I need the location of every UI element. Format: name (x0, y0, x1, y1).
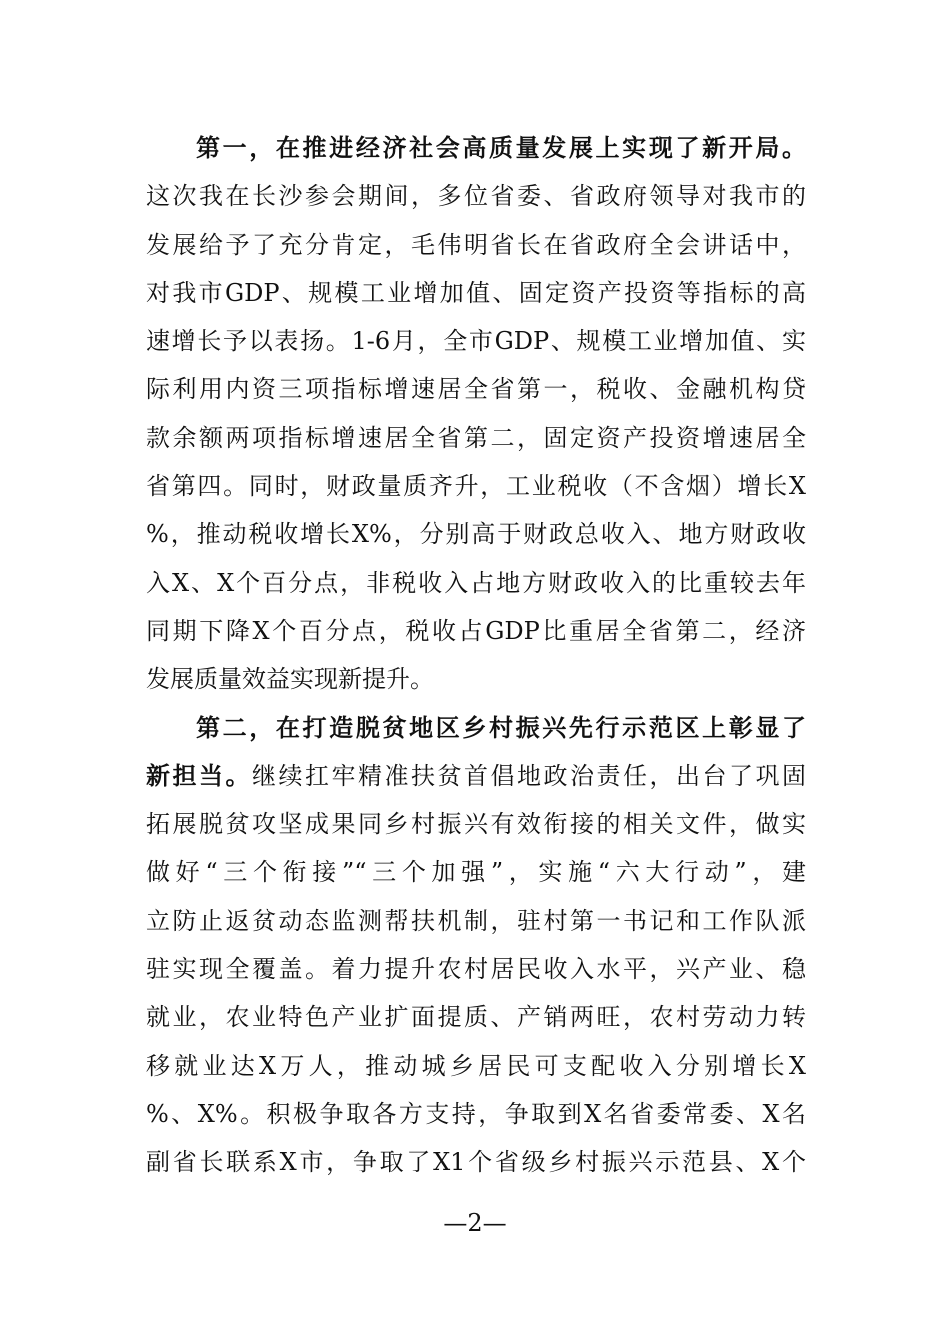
paragraph-line (146, 462, 806, 510)
paragraph-line (146, 704, 806, 752)
line-text: 速增长予以表扬。1-6月，全市GDP、规模工业增加值、实 (146, 327, 806, 356)
paragraph-line (146, 752, 806, 800)
document-body (146, 124, 806, 1187)
line-text: %，推动税收增长X%，分别高于财政总收入、地方财政收 (146, 520, 806, 549)
paragraph-1 (146, 124, 806, 704)
paragraph-line (146, 1138, 806, 1186)
line-text: 省第四。同时，财政量质齐升，工业税收（不含烟）增长X (146, 472, 806, 501)
paragraph-line (146, 559, 806, 607)
line-text: %、X%。积极争取各方支持，争取到X名省委常委、X名 (146, 1099, 806, 1128)
paragraph-line (146, 1042, 806, 1090)
paragraph-line (146, 800, 806, 848)
line-text: 做好“三个衔接”“三个加强”，实施“六大行动”，建 (146, 858, 806, 887)
line-text: 同期下降X个百分点，税收占GDP比重居全省第二，经济 (146, 616, 806, 645)
line-text: 对我市GDP、规模工业增加值、固定资产投资等指标的高 (146, 278, 806, 307)
line-text: 入X、X个百分点，非税收入占地方财政收入的比重较去年 (146, 568, 806, 597)
paragraph-line (146, 365, 806, 413)
bold-heading: 新担当。 (146, 760, 252, 790)
page-number: —2— (443, 1209, 507, 1237)
line-text: 款余额两项指标增速居全省第二，固定资产投资增速居全 (146, 423, 806, 452)
line-text: 驻实现全覆盖。着力提升农村居民收入水平，兴产业、稳 (146, 955, 806, 984)
line-text: 就业，农业特色产业扩面提质、产销两旺，农村劳动力转 (146, 1003, 806, 1032)
line-text: 发展给予了充分肯定，毛伟明省长在省政府全会讲话中， (146, 230, 806, 259)
paragraph-line (146, 993, 806, 1041)
line-text: 移就业达X万人，推动城乡居民可支配收入分别增长X (146, 1051, 806, 1080)
paragraph-line (146, 221, 806, 269)
paragraph-line (146, 317, 806, 365)
line-text: 副省长联系X市，争取了X1个省级乡村振兴示范县、X个 (146, 1148, 806, 1177)
paragraph-line (146, 945, 806, 993)
paragraph-line (146, 848, 806, 896)
paragraph-line (146, 897, 806, 945)
paragraph-line (146, 269, 806, 317)
line-text: 发展质量效益实现新提升。 (146, 665, 434, 694)
paragraph-line (146, 124, 806, 172)
paragraph-2 (146, 704, 806, 1187)
bold-heading: 第二，在打造脱贫地区乡村振兴先行示范区上彰显了 (196, 712, 806, 742)
paragraph-line (146, 172, 806, 220)
paragraph-line (146, 510, 806, 558)
line-text: 立防止返贫动态监测帮扶机制，驻村第一书记和工作队派 (146, 906, 806, 935)
paragraph-line (146, 414, 806, 462)
bold-heading: 第一，在推进经济社会高质量发展上实现了新开局。 (196, 133, 806, 162)
paragraph-line (146, 607, 806, 655)
line-text: 拓展脱贫攻坚成果同乡村振兴有效衔接的相关文件，做实 (146, 810, 806, 839)
line-text: 继续扛牢精准扶贫首倡地政治责任，出台了巩固 (252, 761, 806, 790)
line-text: 这次我在长沙参会期间，多位省委、省政府领导对我市的 (146, 182, 806, 211)
paragraph-line (146, 1090, 806, 1138)
line-text: 际利用内资三项指标增速居全省第一，税收、金融机构贷 (146, 375, 806, 404)
paragraph-line (146, 655, 806, 703)
